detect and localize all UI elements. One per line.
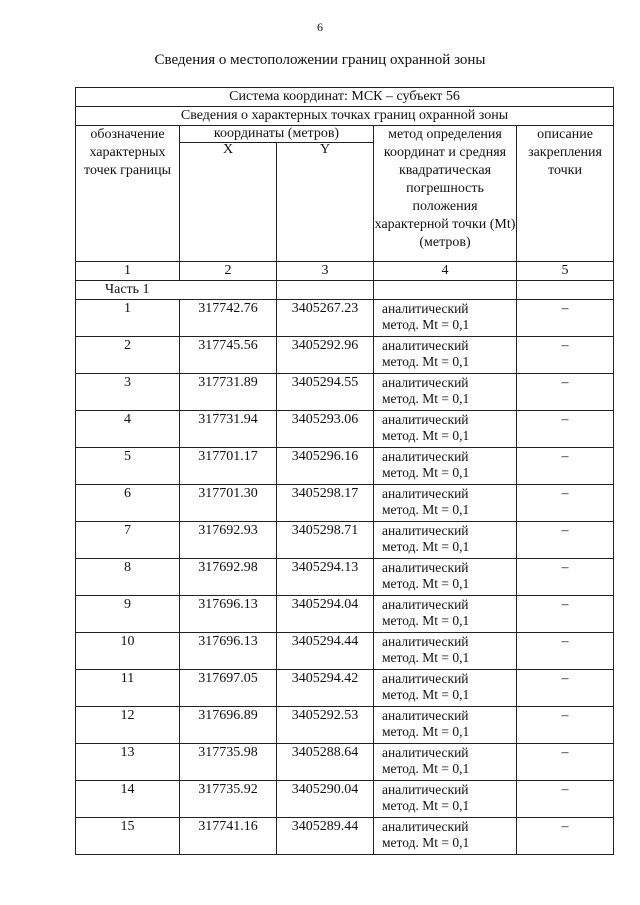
y-coordinate-cell: 3405294.42: [277, 670, 374, 707]
method-line: метод. Mt = 0,1: [382, 539, 470, 554]
x-coordinate-cell: 317742.76: [180, 300, 277, 337]
description-cell: –: [517, 448, 614, 485]
point-number-cell: 1: [76, 300, 180, 337]
x-coordinate-cell: 317692.98: [180, 559, 277, 596]
description-cell: –: [517, 411, 614, 448]
subtitle-row: [76, 107, 614, 126]
table-row: [76, 707, 614, 744]
description-cell: –: [517, 818, 614, 855]
point-number-cell: 3: [76, 374, 180, 411]
table-row: [76, 374, 614, 411]
y-coordinate-cell: 3405298.17: [277, 485, 374, 522]
method-line: аналитический: [382, 560, 469, 575]
point-number-cell: 2: [76, 337, 180, 374]
method-line: метод. Mt = 0,1: [382, 354, 470, 369]
header-x: X: [180, 143, 277, 262]
method-line: аналитический: [382, 301, 469, 316]
table-row: [76, 744, 614, 781]
method-line: метод. Mt = 0,1: [382, 724, 470, 739]
method-cell: [374, 522, 517, 559]
method-line: метод. Mt = 0,1: [382, 650, 470, 665]
page-title: Сведения о местоположении границ охранной зоны: [154, 52, 486, 68]
description-cell: –: [517, 522, 614, 559]
method-line: метод. Mt = 0,1: [382, 502, 470, 517]
description-cell: –: [517, 744, 614, 781]
point-number-cell: 14: [76, 781, 180, 818]
method-cell: [374, 633, 517, 670]
y-coordinate-cell: 3405294.44: [277, 633, 374, 670]
method-line: метод. Mt = 0,1: [382, 613, 470, 628]
y-coordinate-cell: 3405294.13: [277, 559, 374, 596]
table-row: [76, 411, 614, 448]
header-description: описание закрепления точки: [517, 126, 614, 262]
x-coordinate-cell: 317701.30: [180, 485, 277, 522]
x-coordinate-cell: 317696.13: [180, 633, 277, 670]
description-cell: –: [517, 559, 614, 596]
table-row: [76, 781, 614, 818]
method-cell: [374, 670, 517, 707]
point-number-cell: 12: [76, 707, 180, 744]
header-designation: обозначение характерных точек границы: [76, 126, 180, 262]
table-row: [76, 670, 614, 707]
column-number: 2: [180, 262, 277, 281]
method-cell: [374, 374, 517, 411]
description-cell: –: [517, 596, 614, 633]
part-empty-cell: [277, 281, 374, 300]
method-line: аналитический: [382, 819, 469, 834]
part-label: Часть 1: [76, 281, 277, 300]
x-coordinate-cell: 317731.94: [180, 411, 277, 448]
column-number-row: [76, 262, 614, 281]
method-line: метод. Mt = 0,1: [382, 576, 470, 591]
method-line: метод. Mt = 0,1: [382, 687, 470, 702]
method-line: аналитический: [382, 782, 469, 797]
table-row: [76, 818, 614, 855]
point-number-cell: 7: [76, 522, 180, 559]
y-coordinate-cell: 3405288.64: [277, 744, 374, 781]
description-cell: –: [517, 337, 614, 374]
method-line: метод. Mt = 0,1: [382, 835, 470, 850]
point-number-cell: 13: [76, 744, 180, 781]
y-coordinate-cell: 3405294.04: [277, 596, 374, 633]
description-cell: –: [517, 485, 614, 522]
method-line: метод. Mt = 0,1: [382, 317, 470, 332]
x-coordinate-cell: 317697.05: [180, 670, 277, 707]
method-cell: [374, 559, 517, 596]
point-number-cell: 11: [76, 670, 180, 707]
method-line: аналитический: [382, 338, 469, 353]
y-coordinate-cell: 3405292.53: [277, 707, 374, 744]
x-coordinate-cell: 317745.56: [180, 337, 277, 374]
x-coordinate-cell: 317696.89: [180, 707, 277, 744]
table-row: [76, 596, 614, 633]
header-coordinates: координаты (метров): [180, 126, 374, 143]
y-coordinate-cell: 3405267.23: [277, 300, 374, 337]
point-number-cell: 9: [76, 596, 180, 633]
header-row: [76, 126, 614, 143]
y-coordinate-cell: 3405294.55: [277, 374, 374, 411]
point-number-cell: 10: [76, 633, 180, 670]
method-line: метод. Mt = 0,1: [382, 465, 470, 480]
method-cell: [374, 448, 517, 485]
column-number: 5: [517, 262, 614, 281]
part-empty-cell: [374, 281, 517, 300]
method-line: аналитический: [382, 449, 469, 464]
method-cell: [374, 781, 517, 818]
method-line: аналитический: [382, 634, 469, 649]
y-coordinate-cell: 3405290.04: [277, 781, 374, 818]
y-coordinate-cell: 3405298.71: [277, 522, 374, 559]
column-number: 1: [76, 262, 180, 281]
x-coordinate-cell: 317735.98: [180, 744, 277, 781]
column-number: 3: [277, 262, 374, 281]
table-subtitle-cell: Сведения о характерных точках границ охранной зоны: [76, 107, 614, 126]
x-coordinate-cell: 317741.16: [180, 818, 277, 855]
method-line: метод. Mt = 0,1: [382, 428, 470, 443]
method-line: метод. Mt = 0,1: [382, 761, 470, 776]
method-line: аналитический: [382, 375, 469, 390]
y-coordinate-cell: 3405289.44: [277, 818, 374, 855]
method-line: аналитический: [382, 523, 469, 538]
method-line: метод. Mt = 0,1: [382, 798, 470, 813]
part-empty-cell: [517, 281, 614, 300]
description-cell: –: [517, 781, 614, 818]
header-y: Y: [277, 143, 374, 262]
point-number-cell: 5: [76, 448, 180, 485]
point-number-cell: 8: [76, 559, 180, 596]
y-coordinate-cell: 3405292.96: [277, 337, 374, 374]
description-cell: –: [517, 707, 614, 744]
method-cell: [374, 337, 517, 374]
x-coordinate-cell: 317701.17: [180, 448, 277, 485]
method-line: аналитический: [382, 597, 469, 612]
coordinates-table: [75, 87, 614, 855]
method-cell: [374, 300, 517, 337]
y-coordinate-cell: 3405293.06: [277, 411, 374, 448]
coord-system-row: [76, 88, 614, 107]
description-cell: –: [517, 374, 614, 411]
table-row: [76, 485, 614, 522]
description-cell: –: [517, 633, 614, 670]
method-cell: [374, 411, 517, 448]
x-coordinate-cell: 317692.93: [180, 522, 277, 559]
point-number-cell: 4: [76, 411, 180, 448]
description-cell: –: [517, 300, 614, 337]
table-row: [76, 522, 614, 559]
table-row: [76, 559, 614, 596]
method-line: метод. Mt = 0,1: [382, 391, 470, 406]
method-cell: [374, 596, 517, 633]
coord-system-cell: Система координат: МСК – субъект 56: [76, 88, 614, 107]
part-row: [76, 281, 614, 300]
page-number: 6: [317, 20, 323, 34]
table-row: [76, 448, 614, 485]
table-row: [76, 337, 614, 374]
description-cell: –: [517, 670, 614, 707]
y-coordinate-cell: 3405296.16: [277, 448, 374, 485]
method-cell: [374, 485, 517, 522]
x-coordinate-cell: 317696.13: [180, 596, 277, 633]
x-coordinate-cell: 317735.92: [180, 781, 277, 818]
point-number-cell: 6: [76, 485, 180, 522]
method-cell: [374, 707, 517, 744]
table-row: [76, 300, 614, 337]
point-number-cell: 15: [76, 818, 180, 855]
header-method: метод определения координат и средняя квадратическая погрешность положения характерной точки (Mt) (метров): [374, 126, 517, 262]
method-cell: [374, 744, 517, 781]
method-line: аналитический: [382, 671, 469, 686]
column-number: 4: [374, 262, 517, 281]
x-coordinate-cell: 317731.89: [180, 374, 277, 411]
method-line: аналитический: [382, 708, 469, 723]
method-line: аналитический: [382, 486, 469, 501]
method-line: аналитический: [382, 412, 469, 427]
table-row: [76, 633, 614, 670]
method-line: аналитический: [382, 745, 469, 760]
method-cell: [374, 818, 517, 855]
